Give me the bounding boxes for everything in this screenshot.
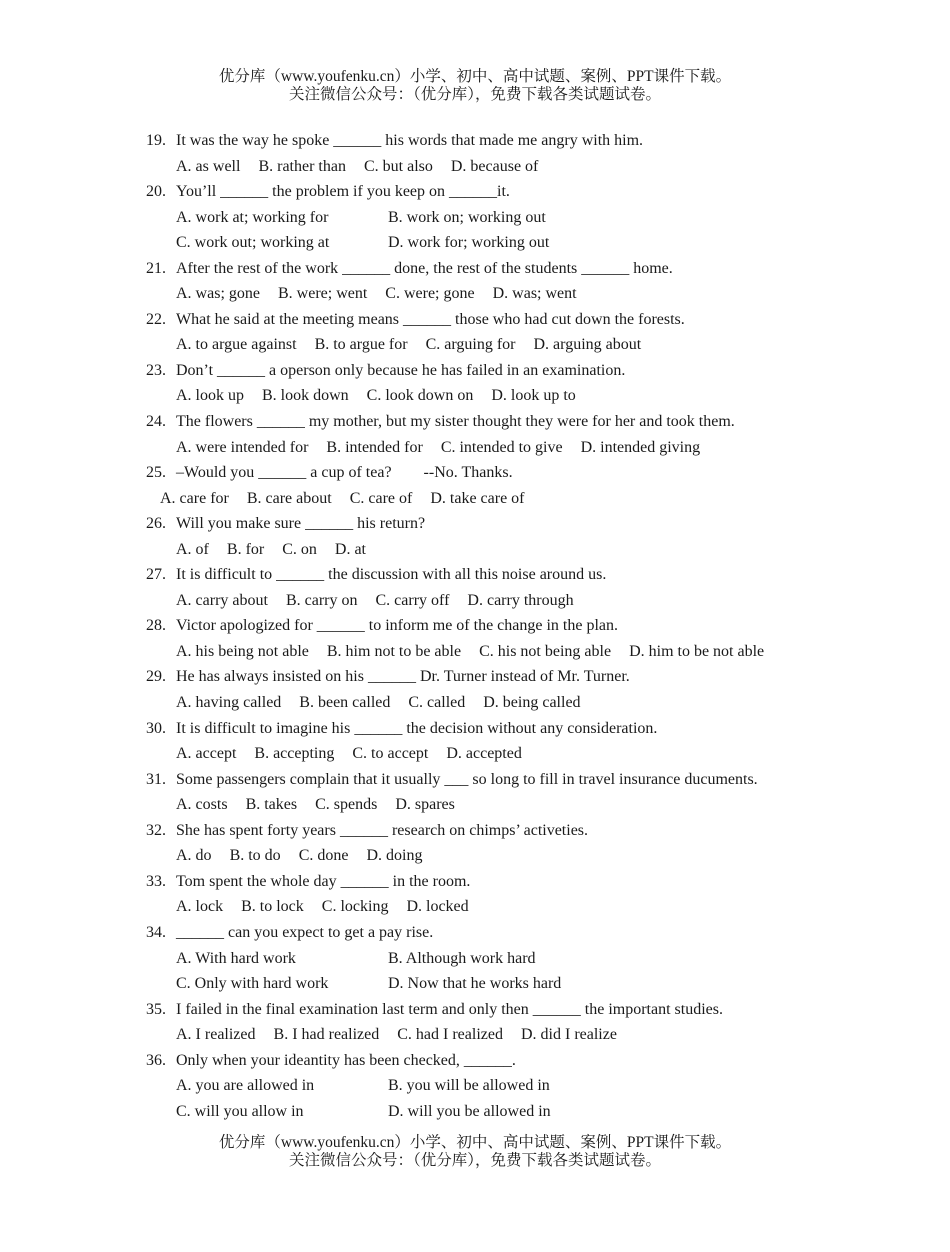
question-number: 21. [146, 259, 166, 277]
answer-option-a: A. were intended for [176, 438, 309, 456]
page-header [0, 68, 950, 104]
question-19 [146, 128, 846, 154]
header-line-1: 优分库（www.youfenku.cn）小学、初中、高中试题、案例、PPT课件下载。 [218, 68, 732, 85]
options-row [146, 205, 846, 231]
options-row [146, 946, 846, 972]
answer-option-a: A. I realized [176, 1026, 256, 1044]
question-33 [146, 869, 846, 895]
answer-option-a: A. costs [176, 796, 228, 814]
page-footer [0, 1134, 950, 1170]
answer-option-d: D. being called [483, 694, 581, 712]
question-27 [146, 562, 846, 588]
answer-option-b: B. to do [229, 847, 281, 865]
answer-option-b: B. to argue for [314, 336, 408, 354]
answer-option-a: A. to argue against [176, 336, 297, 354]
answer-option-d: D. Now that he works hard [388, 975, 562, 993]
answer-option-a: A. accept [176, 745, 237, 763]
question-number: 22. [146, 310, 166, 328]
answer-option-a: A. care for [160, 489, 229, 507]
answer-option-c: C. called [408, 694, 466, 712]
footer-line-2: 关注微信公众号：（优分库），免费下载各类试题试卷。 [288, 1152, 661, 1169]
question-text: He has always insisted on his ______ Dr. Turner instead of Mr. Turner. [176, 668, 630, 686]
answer-option-c: C. but also [363, 157, 433, 175]
question-text: It is difficult to imagine his ______ the decision without any consideration. [176, 719, 658, 737]
options-row [146, 281, 846, 307]
footer-line-1: 优分库（www.youfenku.cn）小学、初中、高中试题、案例、PPT课件下载。 [218, 1134, 732, 1151]
options-row [146, 435, 846, 461]
answer-option-a: A. look up [176, 387, 244, 405]
answer-option-c: C. work out; working at [176, 234, 330, 252]
answer-option-c: C. to accept [352, 745, 429, 763]
question-30 [146, 716, 846, 742]
answer-option-b: B. takes [245, 796, 298, 814]
options-row [146, 230, 846, 256]
question-text: What he said at the meeting means ______ those who had cut down the forests. [176, 310, 685, 328]
question-text: She has spent forty years ______ research on chimps’ activeties. [176, 821, 589, 839]
answer-option-c: C. arguing for [425, 336, 516, 354]
question-number: 36. [146, 1051, 166, 1069]
options-row [146, 154, 846, 180]
question-number: 27. [146, 566, 166, 584]
answer-option-c: C. Only with hard work [176, 975, 329, 993]
question-number: 28. [146, 617, 166, 635]
answer-option-d: D. arguing about [533, 336, 642, 354]
answer-option-c: C. care of [349, 489, 413, 507]
question-20 [146, 179, 846, 205]
question-34 [146, 920, 846, 946]
answer-option-a: A. you are allowed in [176, 1077, 315, 1095]
answer-option-b: B. you will be allowed in [388, 1077, 550, 1095]
question-number: 23. [146, 361, 166, 379]
answer-option-c: C. done [298, 847, 349, 865]
answer-option-b: B. look down [262, 387, 349, 405]
question-number: 35. [146, 1000, 166, 1018]
question-text: Tom spent the whole day ______ in the room. [176, 872, 471, 890]
answer-option-d: D. look up to [491, 387, 576, 405]
answer-option-d: D. at [334, 540, 366, 558]
answer-option-c: C. intended to give [440, 438, 563, 456]
question-number: 30. [146, 719, 166, 737]
options-row [146, 588, 846, 614]
question-text: You’ll ______ the problem if you keep on ______it. [176, 183, 510, 201]
question-text: The flowers ______ my mother, but my sister thought they were for her and took them. [176, 413, 735, 431]
question-text: After the rest of the work ______ done, the rest of the students ______ home. [176, 259, 673, 277]
answer-option-a: A. of [176, 540, 209, 558]
question-31 [146, 767, 846, 793]
question-number: 25. [146, 464, 166, 482]
answer-option-d: D. accepted [446, 745, 522, 763]
answer-option-c: C. were; gone [385, 285, 475, 303]
answer-option-b: B. intended for [326, 438, 423, 456]
answer-option-a: A. carry about [176, 591, 268, 609]
answer-option-b: B. to lock [241, 898, 304, 916]
question-29 [146, 664, 846, 690]
question-24 [146, 409, 846, 435]
answer-option-d: D. work for; working out [388, 234, 550, 252]
question-number: 32. [146, 821, 166, 839]
answer-option-b: B. carry on [285, 591, 358, 609]
answer-option-b: B. care about [246, 489, 332, 507]
question-22 [146, 307, 846, 333]
answer-option-a: A. having called [176, 694, 282, 712]
question-23 [146, 358, 846, 384]
answer-option-c: C. will you allow in [176, 1102, 304, 1120]
question-text: Some passengers complain that it usually ___ so long to fill in travel insurance ducuments. [176, 770, 758, 788]
answer-option-d: D. doing [366, 847, 423, 865]
answer-option-b: B. been called [299, 694, 391, 712]
answer-option-d: D. locked [406, 898, 469, 916]
question-21 [146, 256, 846, 282]
question-text: It was the way he spoke ______ his words that made me angry with him. [176, 132, 644, 149]
options-row [146, 1073, 846, 1099]
question-25 [146, 460, 846, 486]
options-row [146, 894, 846, 920]
answer-option-a: A. lock [176, 898, 224, 916]
question-list [146, 128, 846, 1124]
header-line-2: 关注微信公众号：（优分库），免费下载各类试题试卷。 [288, 86, 661, 103]
question-number: 34. [146, 923, 166, 941]
question-text: I failed in the final examination last term and only then ______ the important studies. [176, 1000, 723, 1018]
question-number: 19. [146, 132, 166, 149]
answer-option-b: B. for [226, 540, 265, 558]
question-number: 20. [146, 183, 166, 201]
options-row [146, 639, 846, 665]
answer-option-d: D. carry through [467, 591, 574, 609]
options-row [146, 690, 846, 716]
answer-option-b: B. I had realized [273, 1026, 380, 1044]
answer-option-a: A. With hard work [176, 949, 296, 967]
answer-option-d: D. him to be not able [629, 642, 765, 660]
answer-option-c: C. his not being able [479, 642, 612, 660]
options-row [146, 843, 846, 869]
answer-option-d: D. because of [450, 157, 539, 175]
options-row [146, 537, 846, 563]
question-32 [146, 818, 846, 844]
options-row [146, 971, 846, 997]
options-row [146, 741, 846, 767]
answer-option-c: C. carry off [375, 591, 450, 609]
answer-option-d: D. will you be allowed in [388, 1102, 551, 1120]
answer-option-c: C. spends [315, 796, 378, 814]
answer-option-a: A. do [176, 847, 212, 865]
answer-option-a: A. was; gone [176, 285, 260, 303]
question-text: Victor apologized for ______ to inform me of the change in the plan. [176, 617, 619, 635]
question-text: It is difficult to ______ the discussion with all this noise around us. [176, 566, 607, 584]
answer-option-b: B. Although work hard [388, 949, 536, 967]
question-text: ______ can you expect to get a pay rise. [176, 923, 434, 941]
question-number: 26. [146, 515, 166, 533]
question-text: Don’t ______ a operson only because he has failed in an examination. [176, 361, 626, 379]
question-26 [146, 511, 846, 537]
options-row [146, 383, 846, 409]
question-number: 33. [146, 872, 166, 890]
answer-option-c: C. look down on [366, 387, 474, 405]
question-36 [146, 1048, 846, 1074]
answer-option-d: D. take care of [430, 489, 525, 507]
answer-option-a: A. his being not able [176, 642, 309, 660]
question-number: 31. [146, 770, 166, 788]
answer-option-b: B. work on; working out [388, 208, 546, 226]
answer-option-c: C. locking [321, 898, 389, 916]
answer-option-c: C. on [282, 540, 317, 558]
question-text: Will you make sure ______ his return? [176, 515, 426, 533]
question-text: –Would you ______ a cup of tea? --No. Thanks. [176, 464, 513, 482]
options-row [146, 792, 846, 818]
options-row [146, 1099, 846, 1125]
options-row [146, 1022, 846, 1048]
options-row [146, 332, 846, 358]
answer-option-d: D. spares [395, 796, 455, 814]
answer-option-b: B. were; went [277, 285, 368, 303]
answer-option-b: B. him not to be able [326, 642, 462, 660]
question-28 [146, 613, 846, 639]
options-row [146, 486, 846, 512]
answer-option-c: C. had I realized [397, 1026, 503, 1044]
answer-option-a: A. as well [176, 157, 241, 175]
answer-option-b: B. accepting [254, 745, 335, 763]
question-number: 24. [146, 413, 166, 431]
answer-option-b: B. rather than [258, 157, 346, 175]
answer-option-d: D. intended giving [580, 438, 701, 456]
question-number: 29. [146, 668, 166, 686]
question-35 [146, 997, 846, 1023]
answer-option-a: A. work at; working for [176, 208, 329, 226]
answer-option-d: D. did I realize [520, 1026, 617, 1044]
answer-option-d: D. was; went [492, 285, 577, 303]
question-text: Only when your ideantity has been checked, ______. [176, 1051, 516, 1069]
